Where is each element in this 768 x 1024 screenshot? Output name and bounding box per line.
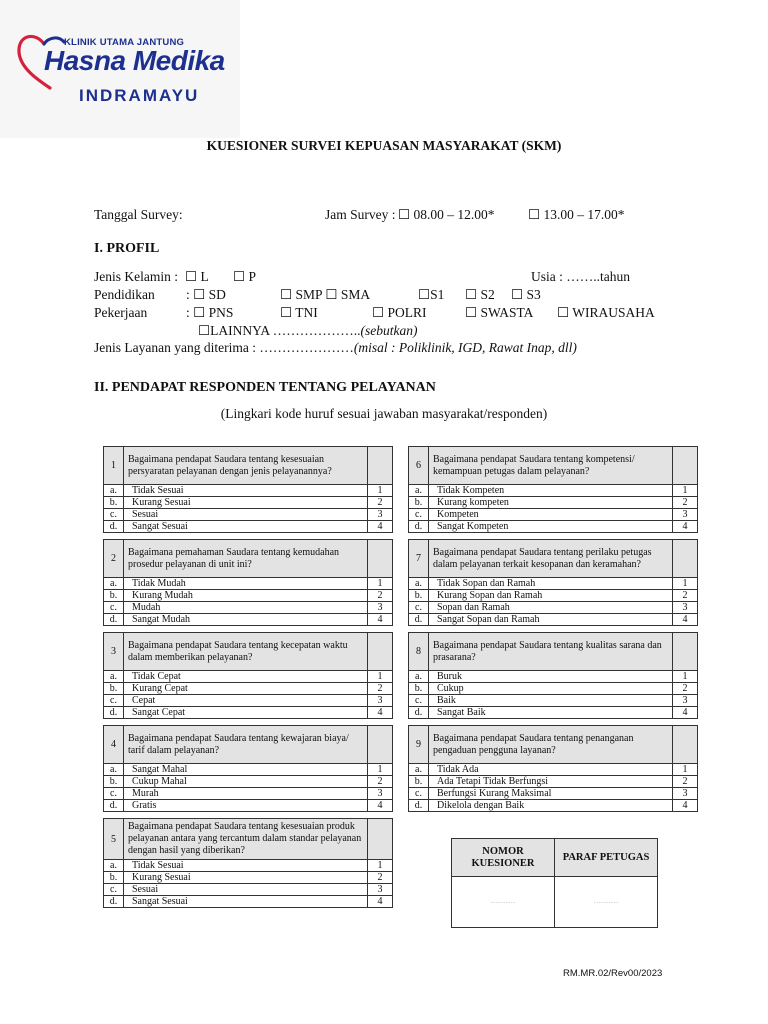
option-letter[interactable]: a. <box>104 860 124 872</box>
option-code[interactable]: 4 <box>673 521 698 533</box>
job-option-pns[interactable]: : ☐ PNS <box>186 305 234 320</box>
option-code[interactable]: 3 <box>368 695 393 707</box>
answer-option-row[interactable] <box>409 776 698 788</box>
questions-right-table <box>408 446 698 812</box>
answer-option-row[interactable] <box>104 860 393 872</box>
option-letter[interactable]: b. <box>409 590 429 602</box>
job-option-wirausaha[interactable]: ☐ WIRAUSAHA <box>557 305 655 320</box>
option-text: Kurang Cepat <box>124 683 368 695</box>
education-option-s1[interactable]: ☐S1 <box>418 287 445 302</box>
answer-option-row[interactable] <box>104 497 393 509</box>
option-code[interactable]: 3 <box>673 509 698 521</box>
option-letter[interactable]: b. <box>409 776 429 788</box>
option-letter[interactable]: b. <box>104 872 124 884</box>
answer-option-row[interactable] <box>104 485 393 497</box>
question-text: Bagaimana pendapat Saudara tentang kesesuaian produk pelayanan antara yang tercantum dalam standar pelayanan dengan hasil yang diberikan? <box>124 819 368 860</box>
option-text: Sangat Baik <box>429 707 673 719</box>
option-code[interactable]: 2 <box>368 683 393 695</box>
question-number: 2 <box>104 540 124 578</box>
option-code[interactable]: 2 <box>673 497 698 509</box>
option-code[interactable]: 4 <box>368 800 393 812</box>
option-letter[interactable]: b. <box>104 497 124 509</box>
question-header-row <box>104 540 393 578</box>
option-code[interactable]: 1 <box>368 485 393 497</box>
gender-option-p[interactable]: ☐ P <box>233 269 256 284</box>
page-title: KUESIONER SURVEI KEPUASAN MASYARAKAT (SKM) <box>206 138 562 153</box>
gender-option-l[interactable]: ☐ L <box>185 269 209 284</box>
question-code-header <box>673 447 698 485</box>
option-code[interactable]: 1 <box>368 671 393 683</box>
question-number: 7 <box>409 540 429 578</box>
option-text: Sopan dan Ramah <box>429 602 673 614</box>
logo-small-text: KLINIK UTAMA JANTUNG <box>64 37 185 48</box>
answer-option-row[interactable] <box>409 788 698 800</box>
question-header-row <box>104 447 393 485</box>
service-hint: (misal : Poliklinik, IGD, Rawat Inap, dll) <box>353 340 577 355</box>
answer-option-row[interactable] <box>104 671 393 683</box>
question-header-row <box>409 726 698 764</box>
question-code-header <box>368 819 393 860</box>
question-code-header <box>368 540 393 578</box>
option-text: Sesuai <box>124 509 368 521</box>
answer-option-row[interactable] <box>104 884 393 896</box>
option-letter[interactable]: d. <box>104 521 124 533</box>
answer-option-row[interactable] <box>409 707 698 719</box>
option-letter[interactable]: c. <box>104 884 124 896</box>
question-text: Bagaimana pendapat Saudara tentang kualitas sarana dan prasarana? <box>429 633 673 671</box>
option-code[interactable]: 4 <box>673 800 698 812</box>
age-field[interactable]: Usia : ……..tahun <box>531 269 630 284</box>
education-label: Pendidikan <box>94 287 155 302</box>
logo-city-text: INDRAMAYU <box>79 86 200 105</box>
option-letter[interactable]: a. <box>409 671 429 683</box>
option-code[interactable]: 2 <box>368 590 393 602</box>
question-number: 3 <box>104 633 124 671</box>
option-text: Sangat Sopan dan Ramah <box>429 614 673 626</box>
education-option-s2[interactable]: ☐ S2 <box>465 287 495 302</box>
option-text: Dikelola dengan Baik <box>429 800 673 812</box>
document-code: RM.MR.02/Rev00/2023 <box>563 968 663 979</box>
option-code[interactable]: 2 <box>673 683 698 695</box>
officer-initial-field[interactable]: …………… <box>555 877 658 928</box>
option-letter[interactable]: a. <box>409 764 429 776</box>
question-number: 6 <box>409 447 429 485</box>
option-code[interactable]: 4 <box>368 896 393 908</box>
answer-option-row[interactable] <box>104 602 393 614</box>
option-letter[interactable]: d. <box>409 521 429 533</box>
option-code[interactable]: 4 <box>368 614 393 626</box>
option-text: Kurang Sesuai <box>124 497 368 509</box>
option-code[interactable]: 1 <box>368 578 393 590</box>
answer-option-row[interactable] <box>104 788 393 800</box>
job-option-swasta[interactable]: ☐ SWASTA <box>465 305 534 320</box>
option-letter[interactable]: b. <box>409 683 429 695</box>
option-text: Cepat <box>124 695 368 707</box>
education-option-s3[interactable]: ☐ S3 <box>511 287 541 302</box>
answer-option-row[interactable] <box>409 521 698 533</box>
option-letter[interactable]: d. <box>104 800 124 812</box>
option-code[interactable]: 4 <box>673 614 698 626</box>
job-option-other[interactable] <box>198 323 417 339</box>
question-code-header <box>673 540 698 578</box>
question-number: 4 <box>104 726 124 764</box>
option-code[interactable]: 2 <box>673 776 698 788</box>
question-text: Bagaimana pendapat Saudara tentang perilaku petugas dalam pelayanan terkait kesopanan dan keramahan? <box>429 540 673 578</box>
option-letter[interactable]: d. <box>104 707 124 719</box>
service-field[interactable] <box>94 340 577 356</box>
question-code-header <box>368 726 393 764</box>
option-text: Kurang kompeten <box>429 497 673 509</box>
answer-option-row[interactable] <box>409 509 698 521</box>
option-letter[interactable]: c. <box>409 602 429 614</box>
gender-label: Jenis Kelamin : <box>94 269 178 284</box>
opinion-instruction: (Lingkari kode huruf sesuai jawaban masyarakat/responden) <box>220 406 548 421</box>
option-code[interactable]: 2 <box>368 776 393 788</box>
option-text: Tidak Ada <box>429 764 673 776</box>
option-code[interactable]: 4 <box>368 521 393 533</box>
option-code[interactable]: 3 <box>368 884 393 896</box>
option-text: Sesuai <box>124 884 368 896</box>
option-text: Kompeten <box>429 509 673 521</box>
option-letter[interactable]: c. <box>409 509 429 521</box>
question-number: 8 <box>409 633 429 671</box>
option-text: Kurang Mudah <box>124 590 368 602</box>
clinic-logo <box>0 0 240 138</box>
job-other-hint: (sebutkan) <box>360 323 418 338</box>
answer-option-row[interactable] <box>409 497 698 509</box>
option-text: Ada Tetapi Tidak Berfungsi <box>429 776 673 788</box>
option-letter[interactable]: a. <box>104 485 124 497</box>
option-code[interactable]: 1 <box>368 764 393 776</box>
option-letter[interactable]: c. <box>104 788 124 800</box>
answer-option-row[interactable] <box>104 578 393 590</box>
option-text: Tidak Sesuai <box>124 860 368 872</box>
answer-option-row[interactable] <box>409 485 698 497</box>
answer-option-row[interactable] <box>104 800 393 812</box>
option-text: Berfungsi Kurang Maksimal <box>429 788 673 800</box>
option-text: Murah <box>124 788 368 800</box>
option-code[interactable]: 3 <box>673 602 698 614</box>
option-letter[interactable]: d. <box>409 800 429 812</box>
answer-option-row[interactable] <box>104 764 393 776</box>
answer-option-row[interactable] <box>409 671 698 683</box>
option-code[interactable]: 3 <box>673 695 698 707</box>
question-text: Bagaimana pendapat Saudara tentang kecepatan waktu dalam memberikan pelayanan? <box>124 633 368 671</box>
option-code[interactable]: 3 <box>368 509 393 521</box>
question-number: 5 <box>104 819 124 860</box>
option-code[interactable]: 1 <box>673 578 698 590</box>
answer-option-row[interactable] <box>104 896 393 908</box>
answer-option-row[interactable] <box>409 695 698 707</box>
answer-option-row[interactable] <box>104 590 393 602</box>
option-letter[interactable]: c. <box>409 695 429 707</box>
option-letter[interactable]: d. <box>409 707 429 719</box>
question-code-header <box>673 633 698 671</box>
option-text: Sangat Sesuai <box>124 896 368 908</box>
option-text: Cukup <box>429 683 673 695</box>
question-code-header <box>673 726 698 764</box>
education-option-smp-sma[interactable]: ☐ SMP ☐ SMA <box>280 287 371 302</box>
question-header-row <box>104 726 393 764</box>
signature-table <box>451 838 658 928</box>
question-header-row <box>409 540 698 578</box>
job-option-polri[interactable]: ☐ POLRI <box>372 305 427 320</box>
logo-main-text: Hasna Medika <box>44 45 225 76</box>
service-label: Jenis Layanan yang diterima : ………………… <box>94 340 354 355</box>
option-code[interactable]: 2 <box>368 497 393 509</box>
job-option-tni[interactable]: ☐ TNI <box>280 305 318 320</box>
time-option-morning[interactable]: ☐ 08.00 – 12.00* <box>398 207 495 222</box>
option-text: Tidak Mudah <box>124 578 368 590</box>
option-code[interactable]: 1 <box>368 860 393 872</box>
questionnaire-number-field[interactable]: …………… <box>452 877 555 928</box>
option-text: Tidak Sesuai <box>124 485 368 497</box>
option-letter[interactable]: c. <box>104 695 124 707</box>
question-header-row <box>104 633 393 671</box>
option-code[interactable]: 1 <box>673 485 698 497</box>
option-code[interactable]: 4 <box>368 707 393 719</box>
question-text: Bagaimana pendapat Saudara tentang kewajaran biaya/ tarif dalam pelayanan? <box>124 726 368 764</box>
time-option-afternoon[interactable]: ☐ 13.00 – 17.00* <box>528 207 625 222</box>
profile-heading: I. PROFIL <box>94 241 160 256</box>
option-text: Tidak Cepat <box>124 671 368 683</box>
job-label: Pekerjaan <box>94 305 148 320</box>
survey-time-label: Jam Survey : <box>325 207 396 222</box>
question-code-header <box>368 447 393 485</box>
questions-left-table <box>103 446 393 908</box>
option-code[interactable]: 1 <box>673 671 698 683</box>
survey-date-label: Tanggal Survey: <box>94 207 183 222</box>
option-text: Gratis <box>124 800 368 812</box>
option-text: Sangat Mahal <box>124 764 368 776</box>
answer-option-row[interactable] <box>409 614 698 626</box>
option-code[interactable]: 2 <box>673 590 698 602</box>
option-letter[interactable]: a. <box>409 578 429 590</box>
answer-option-row[interactable] <box>104 707 393 719</box>
option-text: Sangat Cepat <box>124 707 368 719</box>
answer-option-row[interactable] <box>409 800 698 812</box>
answer-option-row[interactable] <box>409 578 698 590</box>
answer-option-row[interactable] <box>104 695 393 707</box>
question-text: Bagaimana pendapat Saudara tentang kompetensi/ kemampuan petugas dalam pelayanan? <box>429 447 673 485</box>
answer-option-row[interactable] <box>104 872 393 884</box>
education-option-sd[interactable]: : ☐ SD <box>186 287 226 302</box>
opinion-heading: II. PENDAPAT RESPONDEN TENTANG PELAYANAN <box>94 380 436 395</box>
option-code[interactable]: 4 <box>673 707 698 719</box>
option-text: Sangat Kompeten <box>429 521 673 533</box>
question-header-row <box>104 819 393 860</box>
answer-option-row[interactable] <box>104 521 393 533</box>
option-letter[interactable]: b. <box>104 683 124 695</box>
option-text: Tidak Sopan dan Ramah <box>429 578 673 590</box>
option-text: Sangat Sesuai <box>124 521 368 533</box>
option-letter[interactable]: c. <box>104 509 124 521</box>
option-letter[interactable]: c. <box>104 602 124 614</box>
questionnaire-number-header: NOMOR KUESIONER <box>452 839 555 877</box>
question-text: Bagaimana pemahaman Saudara tentang kemudahan prosedur pelayanan di unit ini? <box>124 540 368 578</box>
answer-option-row[interactable] <box>409 602 698 614</box>
option-text: Baik <box>429 695 673 707</box>
option-letter[interactable]: a. <box>104 578 124 590</box>
answer-option-row[interactable] <box>409 764 698 776</box>
option-text: Kurang Sesuai <box>124 872 368 884</box>
option-letter[interactable]: a. <box>409 485 429 497</box>
question-text: Bagaimana pendapat Saudara tentang penanganan pengaduan pengguna layanan? <box>429 726 673 764</box>
option-letter[interactable]: a. <box>104 764 124 776</box>
option-letter[interactable]: b. <box>104 776 124 788</box>
option-letter[interactable]: d. <box>409 614 429 626</box>
option-letter[interactable]: d. <box>104 896 124 908</box>
option-text: Cukup Mahal <box>124 776 368 788</box>
option-code[interactable]: 3 <box>673 788 698 800</box>
question-code-header <box>368 633 393 671</box>
option-code[interactable]: 3 <box>368 788 393 800</box>
option-code[interactable]: 3 <box>368 602 393 614</box>
answer-option-row[interactable] <box>409 590 698 602</box>
answer-option-row[interactable] <box>104 776 393 788</box>
option-letter[interactable]: b. <box>104 590 124 602</box>
question-header-row <box>409 447 698 485</box>
option-text: Tidak Kompeten <box>429 485 673 497</box>
job-other-text: ☐LAINNYA ……………….. <box>198 323 361 338</box>
question-header-row <box>409 633 698 671</box>
option-text: Sangat Mudah <box>124 614 368 626</box>
answer-option-row[interactable] <box>104 683 393 695</box>
question-number: 1 <box>104 447 124 485</box>
option-letter[interactable]: a. <box>104 671 124 683</box>
option-text: Mudah <box>124 602 368 614</box>
option-code[interactable]: 2 <box>368 872 393 884</box>
option-letter[interactable]: d. <box>104 614 124 626</box>
option-letter[interactable]: b. <box>409 497 429 509</box>
question-text: Bagaimana pendapat Saudara tentang kesesuaian persyaratan pelayanan dengan jenis pelayanannya? <box>124 447 368 485</box>
answer-option-row[interactable] <box>409 683 698 695</box>
answer-option-row[interactable] <box>104 614 393 626</box>
option-letter[interactable]: c. <box>409 788 429 800</box>
option-text: Kurang Sopan dan Ramah <box>429 590 673 602</box>
question-number: 9 <box>409 726 429 764</box>
option-text: Buruk <box>429 671 673 683</box>
answer-option-row[interactable] <box>104 509 393 521</box>
option-code[interactable]: 1 <box>673 764 698 776</box>
officer-initial-header: PARAF PETUGAS <box>555 839 658 877</box>
